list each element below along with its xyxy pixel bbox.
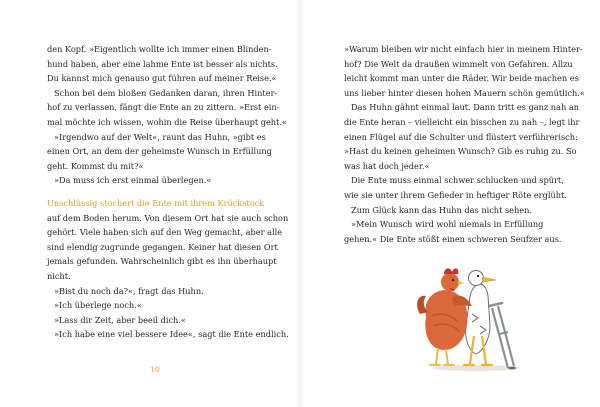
text-line: den Kopf. »Eigentlich wollte ich immer einen Blinden- <box>47 44 272 54</box>
text-line: einen Ort, an dem der geheimste Wunsch in Erfüllung <box>47 146 272 157</box>
text-line: Du kannst mich genauso gut führen auf meiner Reise.« <box>47 73 277 84</box>
text-line: »Mein Wunsch wird wohl niemals in Erfüllung <box>351 219 544 230</box>
duck-figure <box>464 271 496 366</box>
text-line: uns lieber hinter diesen hohen Mauern schön gemütlich.« <box>344 87 585 98</box>
text-line: leicht kommt man unter die Räder. Wir beide machen es <box>344 73 579 84</box>
right-page <box>300 0 600 407</box>
text-line: hof? Die Welt da draußen wimmelt von Gefahren. Allzu <box>344 58 573 69</box>
section-start-accent: Unschlüssig stochert die Ente mit ihrem Krückstock <box>47 197 265 208</box>
left-text-block <box>47 42 289 342</box>
text-line: »Ich überlege noch.« <box>54 300 142 311</box>
text-line: Das Huhn gähnt einmal laut. Dann tritt es ganz nah an <box>351 102 579 113</box>
text-line: hof zu verlassen, fängt die Ente an zu zittern. »Erst ein- <box>47 102 280 113</box>
text-line: wie sie unter ihrem Gefieder in heftiger Röte erglüht. <box>344 189 567 200</box>
text-line: sind elendig zugrunde gegangen. Keiner hat diesen Ort <box>47 241 278 252</box>
hen-and-duck-illustration <box>412 256 537 374</box>
text-line: geht. Kommst du mit?« <box>47 160 144 171</box>
text-line: was hat doch jeder.« <box>344 160 430 171</box>
text-line: »Lass dir Zeit, aber beeil dich.« <box>54 314 186 325</box>
text-line: Schon bei dem bloßen Gedanken daran, ihren Hinter- <box>54 87 278 98</box>
text-line: »Da muss ich erst einmal überlegen.« <box>54 175 212 186</box>
section-gap <box>47 188 267 196</box>
text-line: Zum Glück kann das Huhn das nicht sehen. <box>351 204 533 215</box>
crutch-icon <box>489 303 516 370</box>
hen-figure <box>417 268 472 365</box>
text-line: »Irgendwo auf der Welt«, raunt das Huhn, »gibt es <box>54 131 266 142</box>
text-line: einen Flügel auf die Schulter und flüstert verführerisch: <box>344 131 578 142</box>
text-line: hund haben, aber eine lahme Ente ist besser als nichts. <box>47 58 278 69</box>
text-line: »Ich habe eine viel bessere Idee«, sagt die Ente endlich. <box>54 329 289 340</box>
text-line: auf dem Boden herum. Von diesem Ort hat sie auch schon <box>47 212 289 223</box>
text-line: mal möchte ich wissen, wohin die Reise überhaupt geht.« <box>47 116 287 127</box>
text-line: nicht. <box>47 270 71 281</box>
page-number: 10 <box>150 365 160 374</box>
text-line: »Warum bleiben wir nicht einfach hier in meinem Hinter- <box>344 44 583 54</box>
text-line: die Ente heran – vielleicht ein bisschen zu nah –, legt ihr <box>344 116 580 127</box>
text-line: gehört. Viele haben sich auf den Weg gemacht, aber alle <box>47 227 283 238</box>
text-line: »Hast du keinen geheimen Wunsch? Gib es ruhig zu. So <box>344 146 577 157</box>
text-line: »Bist du noch da?«, fragt das Huhn. <box>54 285 204 296</box>
text-line: jemals gefunden. Wahrscheinlich gibt es ihn überhaupt <box>47 256 277 267</box>
right-text-block <box>344 42 585 246</box>
text-line: Die Ente muss einmal schwer schlucken und spürt, <box>351 175 564 186</box>
text-line: gehen.« Die Ente stößt einen schweren Seufzer aus. <box>344 233 562 244</box>
